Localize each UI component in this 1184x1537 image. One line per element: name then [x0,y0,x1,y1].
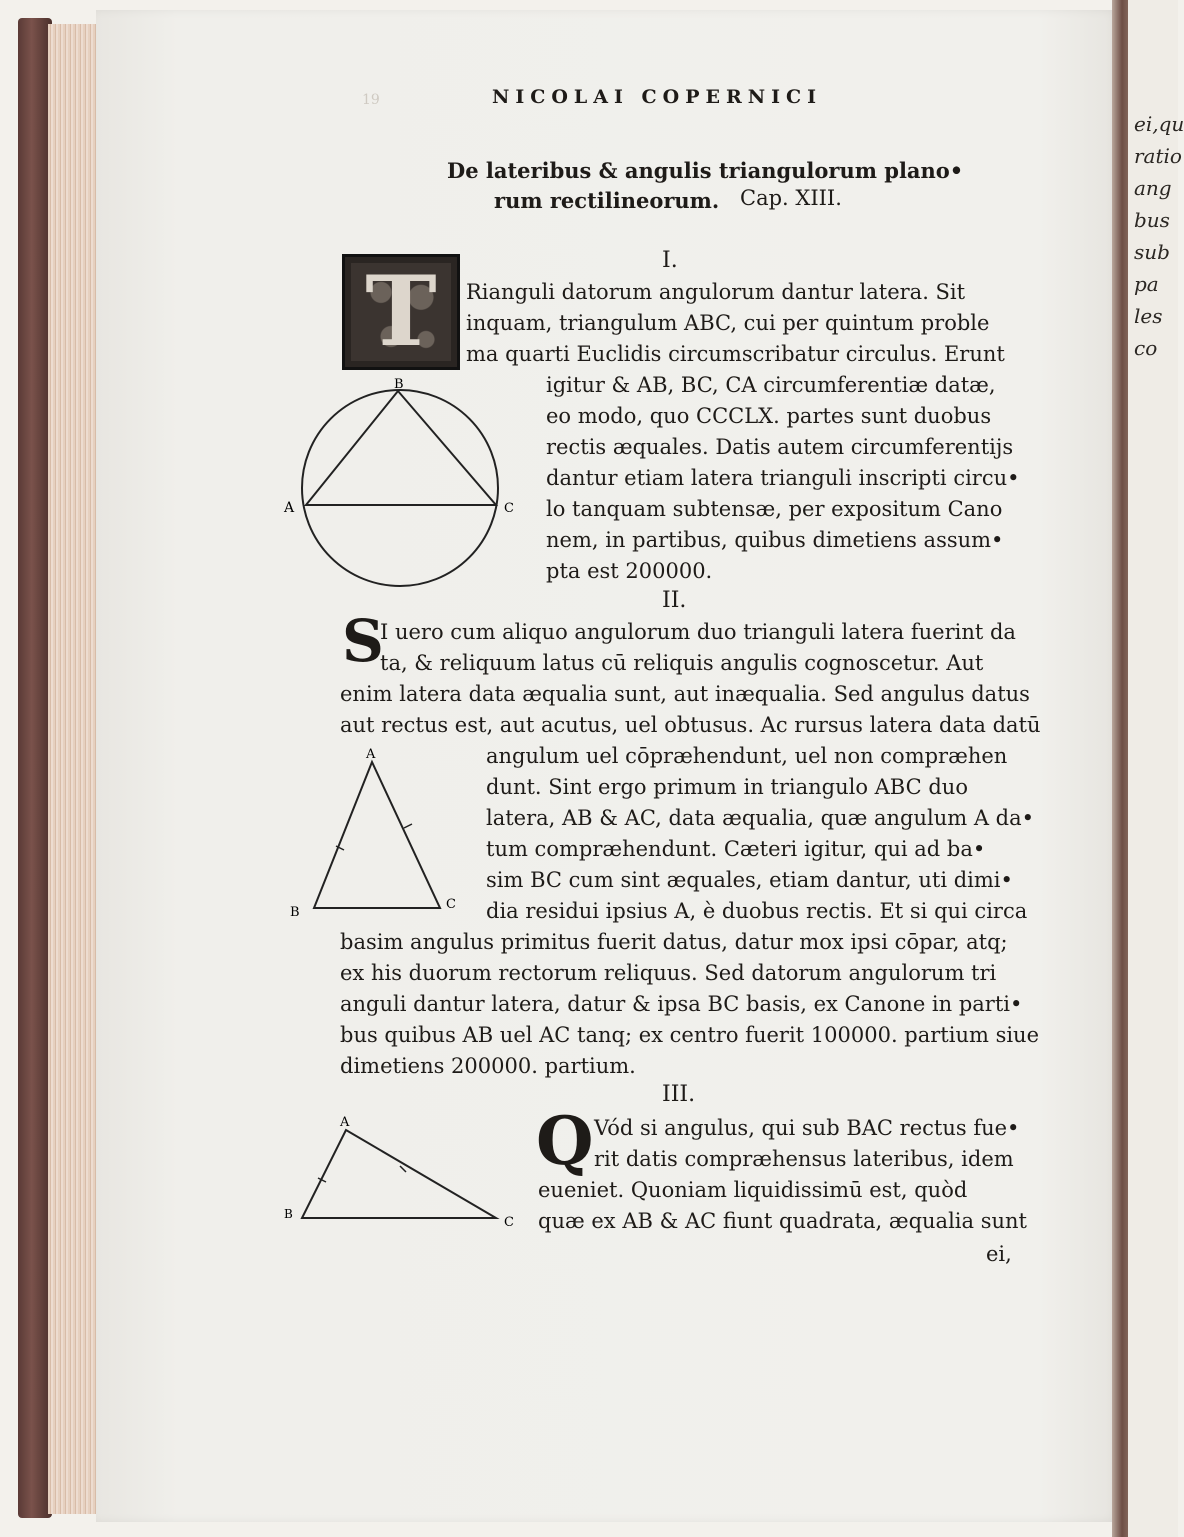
facing-page-fragment: sub [1134,240,1170,264]
figure-right-triangle [282,1114,522,1232]
text-line: igitur & AB, BC, CA circumferentiæ datæ, [546,373,996,397]
vertex-label-top: A [340,1115,350,1130]
text-line: anguli dantur latera, datur & ipsa BC basis, ex Canone in parti• [340,992,1023,1016]
vertex-label-right: C [446,897,456,912]
text-line: pta est 200000. [546,559,713,583]
text-line: aut rectus est, aut acutus, uel obtusus. Ac rursus latera data datū [340,713,1041,737]
facing-page-fragment: co [1134,336,1158,360]
text-line: Rianguli datorum angulorum dantur latera. Sit [466,280,966,304]
text-line: ma quarti Euclidis circumscribatur circulus. Erunt [466,342,1005,366]
facing-page-fragment: ei,qu [1134,112,1184,136]
figure-inscribed-triangle [278,376,528,591]
initial-letter-Q: Q [536,1102,594,1180]
chapter-title-line-2: rum rectilineorum. [494,188,720,213]
vertex-label-right: C [504,1215,514,1230]
text-line: rectis æquales. Datis autem circumferentijs [546,435,1014,459]
text-line: nem, in partibus, quibus dimetiens assum• [546,528,1004,552]
vertex-label-top: B [394,377,404,392]
text-line: rit datis compræhensus lateribus, idem [594,1147,1014,1171]
text-line: inquam, triangulum ABC, cui per quintum proble [466,311,990,335]
section-number-1: I. [662,248,678,273]
text-line: dantur etiam latera trianguli inscripti circu• [546,466,1020,490]
facing-page-fragment: bus [1134,208,1170,232]
initial-letter-S: S [342,607,384,675]
text-line: bus quibus AB uel AC tanq; ex centro fuerit 100000. partium siue [340,1023,1040,1047]
facing-page-fragment: ratio [1134,144,1182,168]
facing-page-fragment: les [1134,304,1163,328]
facing-page-fragment: ang [1134,176,1172,200]
chapter-number: Cap. XIII. [740,186,842,210]
text-line: quæ ex AB & AC fiunt quadrata, æqualia sunt [538,1209,1027,1233]
page-number: 19 [362,92,380,108]
text-line: dimetiens 200000. partium. [340,1054,636,1078]
text-line: dunt. Sint ergo primum in triangulo ABC duo [486,775,968,799]
text-line: Vód si angulus, qui sub BAC rectus fue• [594,1116,1020,1140]
section-number-2: II. [662,588,687,613]
text-line: angulum uel cōpræhendunt, uel non compræhen [486,744,1008,768]
text-line: I uero cum aliquo angulorum duo trianguli latera fuerint da [380,620,1016,644]
running-header [362,86,823,108]
figure-isosceles-triangle [286,748,466,920]
initial-letter-T: T [365,255,437,368]
text-line: tum compræhendunt. Cæteri igitur, qui ad ba• [486,837,986,861]
text-line: ex his duorum rectorum reliquus. Sed datorum angulorum tri [340,961,997,985]
vertex-label-left: A [284,500,295,516]
chapter-title-line-1: De lateribus & angulis triangulorum plano• [447,158,964,183]
text-line: lo tanquam subtensæ, per expositum Cano [546,497,1003,521]
text-line: eueniet. Quoniam liquidissimū est, quòd [538,1178,968,1202]
text-line: enim latera data æqualia sunt, aut inæqualia. Sed angulus datus [340,682,1030,706]
vertex-label-right: C [504,501,514,516]
text-line: dia residui ipsius A, è duobus rectis. Et si qui circa [486,899,1028,923]
vertex-label-top: A [366,747,376,762]
catchword: ei, [986,1242,1012,1266]
section-number-3: III. [662,1082,696,1107]
facing-page-edge [1128,0,1184,1537]
ornamental-initial-T [342,254,460,370]
book-spine [18,18,52,1518]
facing-page-fragment: pa [1134,272,1159,296]
vertex-label-left: B [284,1207,293,1221]
text-line: ta, & reliquum latus cū reliquis angulis cognoscetur. Aut [380,651,984,675]
text-line: sim BC cum sint æquales, etiam dantur, uti dimi• [486,868,1013,892]
text-line: basim angulus primitus fuerit datus, datur mox ipsi cōpar, atq; [340,930,1008,954]
vertex-label-left: B [290,905,300,920]
running-title: NICOLAI COPERNICI [492,86,823,108]
text-line: latera, AB & AC, data æqualia, quæ angulum A da• [486,806,1035,830]
text-line: eo modo, quo CCCLX. partes sunt duobus [546,404,992,428]
